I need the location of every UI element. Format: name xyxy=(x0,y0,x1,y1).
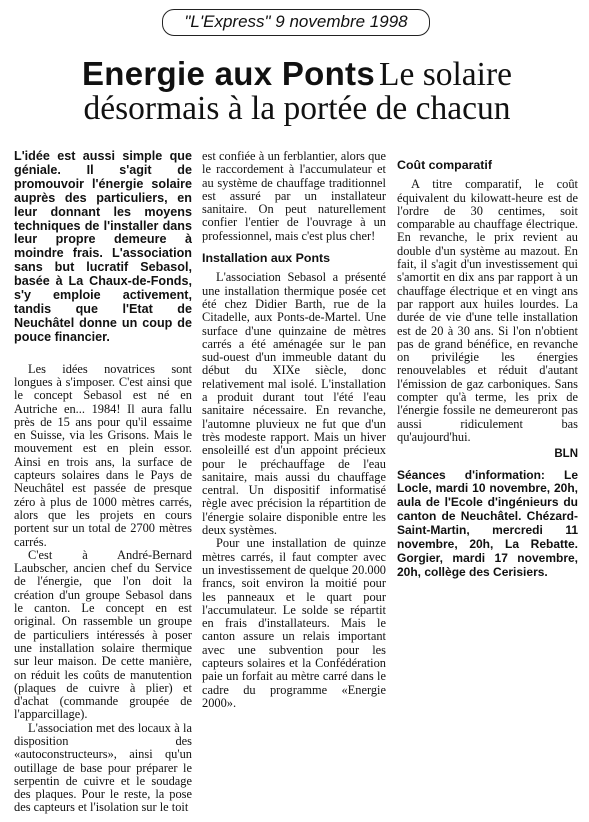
source-label: "L'Express" 9 novembre 1998 xyxy=(162,9,430,36)
section-heading: Installation aux Ponts xyxy=(202,251,331,266)
paragraph: A titre comparatif, le coût équivalent du kilowatt-heure est de l'ordre de 30 centimes, soit comparable au chauffage électrique. En revanche, le prix revient au double d'un système au mazout. En fait, il s'agit d'un investissement qui s'amortit en dix ans par rapport à un chauffage électrique et en vingt ans par rapport aux huiles lourdes. La durée de vie d'une telle installation est de 20 à 30 ans. Si l'on n'obtient pas de grand bénéfice, en revanche on privilégie les énergies renouvelables et réduit d'autant l'émission de gaz carboniques. Sans compter qu'à terme, les prix de l'énergie fossile ne demeureront pas aussi ridiculement bas qu'aujourd'hui. xyxy=(397,177,578,444)
paragraph: Pour une installation de quinze mètres carrés, il faut compter avec un investissement de quelque 20.000 francs, soit environ la moitié pour les panneaux et le quart pour l'accumulateur. Le solde se répartit en frais d'installateurs. Mais le canton assure un relais important avec une subvention pour les capteurs solaires et la Confédération paie un forfait au mètre carré dans le cadre du programme «Energie 2000». xyxy=(202,536,386,710)
column-1 xyxy=(14,150,192,815)
headline-kicker: Energie aux Ponts xyxy=(81,55,375,92)
paragraph: C'est à André-Bernard Laubscher, ancien chef du Service de l'énergie, que l'on doit la création d'un groupe Sebasol dans le canton. Le concept en est original. On rassemble un groupe de particuliers intéressés à poser une installation solaire thermique sur leur maison. De cette manière, on réduit les coûts de manutention (plaques de cuivre à plier) et d'achat (commande groupée de l'apparcillage). xyxy=(14,547,192,722)
info-sessions: Séances d'information: Le Locle, mardi 10 novembre, 20h, aula de l'Ecole d'ingénieurs du canton de Neuchâtel. Chézard-Saint-Martin, mercredi 11 novembre, 20h, La Rebatte. Gorgier, mardi 17 novembre, 20h, collège des Cerisiers. xyxy=(397,467,578,579)
headline-title: Le solaire désormais à la portée de chacun xyxy=(83,56,513,128)
author-signature: BLN xyxy=(554,448,578,461)
paragraph-continued: est confiée à un ferblantier, alors que le raccordement à l'accumulateur et au système de chauffage traditionnel est assuré par un installateur sanitaire. On peut naturellement confier l'entier de l'ouvrage à un professionnel, mais c'est plus cher! xyxy=(202,149,386,243)
section-heading: Coût comparatif xyxy=(397,158,492,172)
paragraph: L'association met des locaux à la disposition des «autoconstructeurs», ainsi qu'un outillage de base pour préparer le serpentin de cuivre et le soudage des plaques. Pour le reste, la pose des capteurs et l'isolation sur le toit xyxy=(14,720,192,815)
headline xyxy=(14,57,580,126)
paragraph: L'association Sebasol a présenté une installation thermique posée cet été chez Didier Barth, rue de la Citadelle, aux Ponts-de-Martel. Une surface d'une quinzaine de mètres carrés a été aménagée sur le pan sud-ouest d'un immeuble datant du début du XIXe siècle, donc relativement mal isolé. L'installation a produit durant tout l'été l'eau sanitaire nécessaire. En revanche, l'automne pluvieux ne fut que d'un très modeste rapport. Mais un hiver ensoleillé est d'un appoint précieux pour le préchauffage de l'eau sanitaire, mais aussi du chauffage central. Un dispositif informatisé règle avec précision la répartition de l'énergie solaire disponible entre les deux systèmes. xyxy=(202,270,386,538)
column-2 xyxy=(202,150,386,710)
article-lead: L'idée est aussi simple que géniale. Il s'agit de promouvoir l'énergie solaire auprès des particuliers, en leur donnant les moyens techniques de l'installer dans leur propre demeure à moindre frais. L'association sans but lucratif Sebasol, basée à La Chaux-de-Fonds, s'y emploie activement, tandis que l'Etat de Neuchâtel donne un coup de pouce financier. xyxy=(14,149,192,344)
column-3 xyxy=(397,150,578,580)
paragraph: Les idées novatrices sont longues à s'imposer. C'est ainsi que le concept Sebasol est né en Autriche en... 1984! Il aura fallu près de 15 ans pour qu'il essaime en Suisse, via les Grisons. Mais le mouvement est en plein essor. Ainsi en trois ans, la surface de capteurs solaires dans le Pays de Neuchâtel est passée de presque zéro à plus de 1000 mètres carrés, alors que les projets en cours portent sur un total de 2700 mètres carrés. xyxy=(14,361,192,549)
